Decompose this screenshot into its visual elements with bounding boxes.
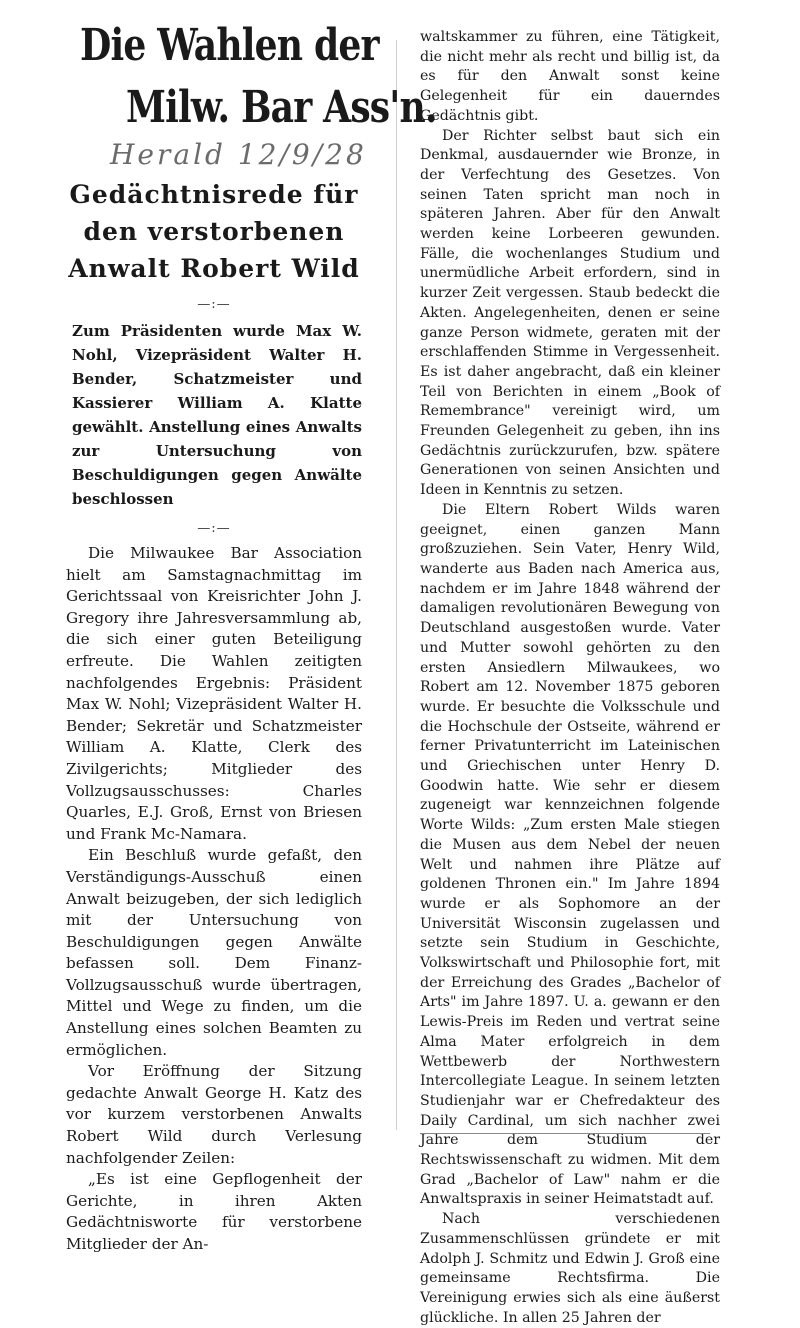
left-paragraph-1: Die Milwaukee Bar Association hielt am Samstagnachmittag im Gerichtssaal von Kreisrichter John J. Gregory ihre Jahresversammlung ab, die sich einer guten Beteiligung erfreute. Die Wahlen zeitigten nachfolgendes Ergebnis: Präsident Max W. Nohl; Vizepräsident Walter H. Bender; Sekretär und Schatzmeister William A. Klatte, Clerk des Zivilgerichts; Mitglieder des Vollzugsausschusses: Charles Quarles, E.J. Groß, Ernst von Briesen und Frank Mc-Namara. xyxy=(66,544,362,843)
summary-paragraph: Zum Präsidenten wurde Max W. Nohl, Vizepräsident Walter H. Bender, Schatzmeister und Kassierer William A. Klatte gewählt. Anstellung eines Anwalts zur Untersuchung von Beschuldigungen gegen Anwälte beschlossen xyxy=(72,322,362,508)
end-rule xyxy=(420,1133,710,1134)
right-paragraph-4: Nach verschiedenen Zusammenschlüssen gründete er mit Adolph J. Schmitz und Edwin J. Groß eine gemeinsame Rechtsfirma. Die Vereinigung erwies sich als eine äußerst glückliche. In allen 25 Jahren der xyxy=(420,1211,720,1326)
headline-line-2: Milw. Bar Ass'n. xyxy=(126,82,437,133)
right-paragraph-1: waltskammer zu führen, eine Tätigkeit, die nicht mehr als recht und billig ist, da es für den Anwalt sonst keine Gelegenheit für ein dauerndes Gedächtnis gibt. xyxy=(420,29,720,124)
right-paragraph-2: Der Richter selbst baut sich ein Denkmal, ausdauernder wie Bronze, in der Verfechtung des Gesetzes. Von seinen Taten spricht man noch in späteren Jahren. Aber für den Anwalt werden keine Lorbeeren gewunden. Fälle, die wochenlanges Studium und unermüdliche Arbeit erfordern, sind in kurzer Zeit vergessen. Staub bedeckt die Akten. Angelegenheiten, denen er seine ganze Person widmete, geraten mit der erschlaffenden Stimme in Vergessenheit. Es ist daher angebracht, daß ein kleiner Teil von Berichten in einem „Book of Remembrance" vereinigt wird, um Freunden Gelegenheit zu geben, ihn ins Gedächtnis zurückzurufen, bzw. spätere Generationen von seinen Ansichten und Ideen in Kenntnis zu setzen. xyxy=(420,127,720,499)
left-paragraph-4: „Es ist eine Gepflogenheit der Gerichte, in ihren Akten Gedächtnisworte für verstorbene Mitglieder der An- xyxy=(66,1170,362,1253)
column-separator xyxy=(396,40,397,1130)
handwritten-date-note: Herald 12/9/28 xyxy=(110,138,367,171)
divider-bottom: —:— xyxy=(197,521,231,536)
left-column xyxy=(66,20,437,1256)
divider-top: —:— xyxy=(197,297,231,312)
left-paragraph-3: Vor Eröffnung der Sitzung gedachte Anwalt George H. Katz des vor kurzem verstorbenen Anwalts Robert Wild durch Verlesung nachfolgender Zeilen: xyxy=(66,1062,362,1167)
headline-line-1: Die Wahlen der xyxy=(80,20,379,71)
subheadline: Gedächtnisrede für den verstorbenen Anwalt Robert Wild xyxy=(68,180,360,283)
right-paragraph-3: Die Eltern Robert Wilds waren geeignet, einen ganzen Mann großzuziehen. Sein Vater, Henry Wild, wanderte aus Baden nach America aus, nachdem er im Jahre 1848 während der damaligen revolutionären Bewegung von Deutschland ausgestoßen wurde. Vater und Mutter sowohl gehörten zu den ersten Ansiedlern Milwaukees, wo Robert am 12. November 1875 geboren wurde. Er besuchte die Volksschule und die Hochschule der Ostseite, während er ferner Privatunterricht im Lateinischen und Griechischen unter Henry D. Goodwin hatte. Wie sehr er diesem zugeneigt war kennzeichnen folgende Worte Wilds: „Zum ersten Male stiegen die Musen aus dem Nebel der neuen Welt und nahmen ihre Plätze auf goldenen Thronen ein." Im Jahre 1894 wurde er als Sophomore an der Universität Wisconsin zugelassen und setzte sein Studium in Geschichte, Volkswirtschaft und Philosophie fort, mit der Erreichung des Grades „Bachelor of Arts" im Jahre 1897. U. a. gewann er den Lewis-Preis im Reden und vertrat seine Alma Mater erfolgreich in dem Wettbewerb der Northwestern Intercollegiate League. In seinem letzten Studienjahr war er Chefredakteur des Daily Cardinal, um sich nachher zwei Jahre dem Studium der Rechtswissenschaft zu widmen. Mit dem Grad „Bachelor of Law" nahm er die Anwaltspraxis in seiner Heimatstadt auf. xyxy=(420,501,720,1208)
left-paragraph-2: Ein Beschluß wurde gefaßt, den Verständigungs-Ausschuß einen Anwalt beizugeben, der sich lediglich mit der Untersuchung von Beschuldigungen gegen Anwälte befassen soll. Dem Finanz-Vollzugsausschuß wurde übertragen, Mittel und Wege zu finden, um die Anstellung eines solchen Beamten zu ermöglichen. xyxy=(66,846,362,1059)
